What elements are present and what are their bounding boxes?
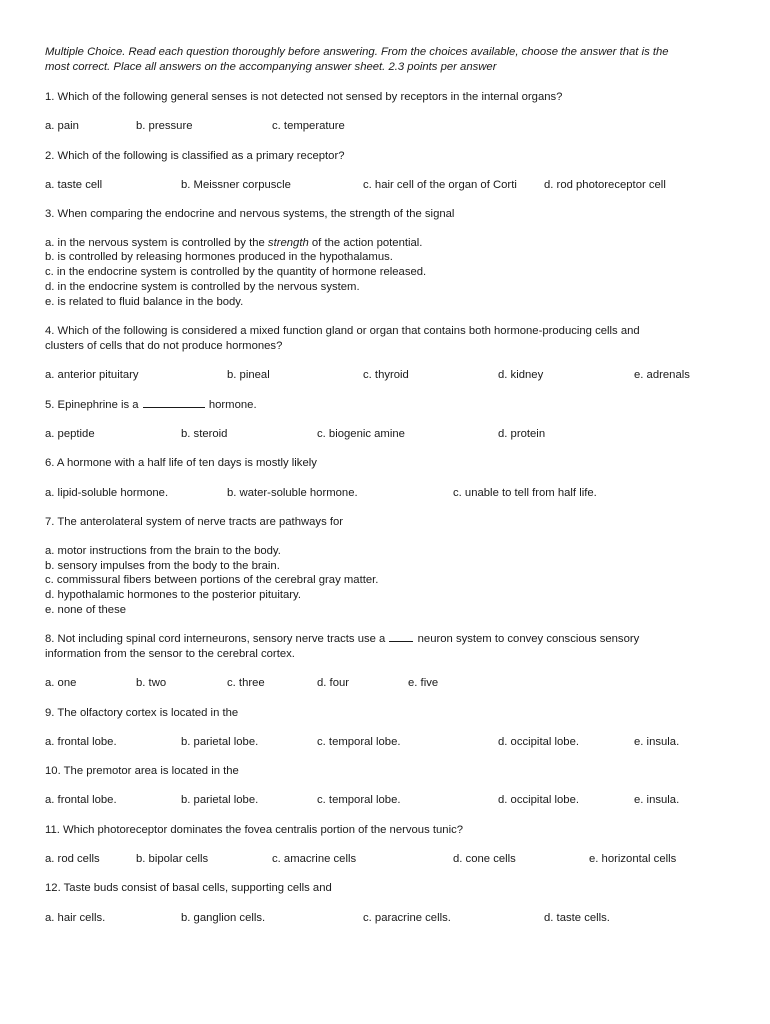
question-8-line-1: 8. Not including spinal cord interneurons, sensory nerve tracts use a neuron system to convey conscious sensory (45, 633, 640, 645)
q4-choice-e: e. adrenals (634, 369, 690, 381)
q4-choice-b: b. pineal (227, 369, 270, 381)
question-12: 12. Taste buds consist of basal cells, supporting cells and (45, 882, 332, 894)
q12-choice-b: b. ganglion cells. (181, 912, 266, 924)
question-3: 3. When comparing the endocrine and nervous systems, the strength of the signal (45, 208, 455, 220)
q9-choice-b: b. parietal lobe. (181, 736, 259, 748)
q5-choice-a: a. peptide (45, 428, 95, 440)
q10-choice-a: a. frontal lobe. (45, 794, 117, 806)
q4-choice-c: c. thyroid (363, 369, 409, 381)
q7-choice-b: b. sensory impulses from the body to the brain. (45, 560, 280, 572)
q12-choice-c: c. paracrine cells. (363, 912, 451, 924)
answer-blank (389, 632, 413, 642)
question-7: 7. The anterolateral system of nerve tracts are pathways for (45, 516, 344, 528)
q10-choice-c: c. temporal lobe. (317, 794, 401, 806)
q7-choice-d: d. hypothalamic hormones to the posterior pituitary. (45, 589, 301, 601)
q9-choice-c: c. temporal lobe. (317, 736, 401, 748)
q11-choice-e: e. horizontal cells (589, 853, 677, 865)
q3-choice-a: a. in the nervous system is controlled by the strength of the action potential. (45, 237, 423, 249)
q9-choice-a: a. frontal lobe. (45, 736, 117, 748)
q10-choice-d: d. occipital lobe. (498, 794, 580, 806)
q7-choice-a: a. motor instructions from the brain to the body. (45, 545, 281, 557)
q11-choice-a: a. rod cells (45, 853, 100, 865)
instructions-line-1: Multiple Choice. Read each question thoroughly before answering. From the choices available, choose the answer that is the (45, 46, 669, 58)
q8-choice-b: b. two (136, 677, 167, 689)
q3-choice-c: c. in the endocrine system is controlled by the quantity of hormone released. (45, 266, 427, 278)
question-4-line-1: 4. Which of the following is considered a mixed function gland or organ that contains both hormone-producing cells and (45, 325, 640, 337)
q12-choice-d: d. taste cells. (544, 912, 610, 924)
q1-choice-b: b. pressure (136, 120, 193, 132)
q12-choice-a: a. hair cells. (45, 912, 106, 924)
q11-choice-b: b. bipolar cells (136, 853, 209, 865)
emphasized-word: strength (267, 237, 309, 249)
q2-choice-a: a. taste cell (45, 179, 103, 191)
q2-choice-c: c. hair cell of the organ of Corti (363, 179, 517, 191)
q6-choice-c: c. unable to tell from half life. (453, 487, 597, 499)
question-10: 10. The premotor area is located in the (45, 765, 239, 777)
question-1: 1. Which of the following general senses is not detected not sensed by receptors in the internal organs? (45, 91, 563, 103)
q8-choice-c: c. three (227, 677, 265, 689)
q5-choice-c: c. biogenic amine (317, 428, 405, 440)
q8-choice-d: d. four (317, 677, 350, 689)
question-6: 6. A hormone with a half life of ten days is mostly likely (45, 457, 317, 469)
question-8-line-2: information from the sensor to the cerebral cortex. (45, 648, 295, 660)
q3-choice-e: e. is related to fluid balance in the body. (45, 296, 244, 308)
q5-choice-d: d. protein (498, 428, 546, 440)
q9-choice-e: e. insula. (634, 736, 680, 748)
question-4-line-2: clusters of cells that do not produce hormones? (45, 340, 283, 352)
q6-choice-b: b. water-soluble hormone. (227, 487, 358, 499)
q11-choice-d: d. cone cells (453, 853, 516, 865)
q2-choice-b: b. Meissner corpuscle (181, 179, 291, 191)
q10-choice-e: e. insula. (634, 794, 680, 806)
question-5: 5. Epinephrine is a hormone. (45, 399, 257, 411)
q3-choice-b: b. is controlled by releasing hormones produced in the hypothalamus. (45, 251, 393, 263)
q5-choice-b: b. steroid (181, 428, 228, 440)
q11-choice-c: c. amacrine cells (272, 853, 357, 865)
q4-choice-d: d. kidney (498, 369, 544, 381)
question-2: 2. Which of the following is classified as a primary receptor? (45, 150, 345, 162)
q7-choice-e: e. none of these (45, 604, 127, 616)
q1-choice-c: c. temperature (272, 120, 345, 132)
question-9: 9. The olfactory cortex is located in the (45, 707, 239, 719)
q10-choice-b: b. parietal lobe. (181, 794, 259, 806)
q7-choice-c: c. commissural fibers between portions of the cerebral gray matter. (45, 574, 379, 586)
q2-choice-d: d. rod photoreceptor cell (544, 179, 666, 191)
instructions-line-2: most correct. Place all answers on the accompanying answer sheet. 2.3 points per answer (45, 61, 497, 73)
q1-choice-a: a. pain (45, 120, 79, 132)
q3-choice-d: d. in the endocrine system is controlled by the nervous system. (45, 281, 360, 293)
q6-choice-a: a. lipid-soluble hormone. (45, 487, 169, 499)
q4-choice-a: a. anterior pituitary (45, 369, 139, 381)
q8-choice-e: e. five (408, 677, 439, 689)
answer-blank (143, 398, 205, 408)
question-11: 11. Which photoreceptor dominates the fovea centralis portion of the nervous tunic? (45, 824, 464, 836)
q8-choice-a: a. one (45, 677, 77, 689)
q9-choice-d: d. occipital lobe. (498, 736, 580, 748)
